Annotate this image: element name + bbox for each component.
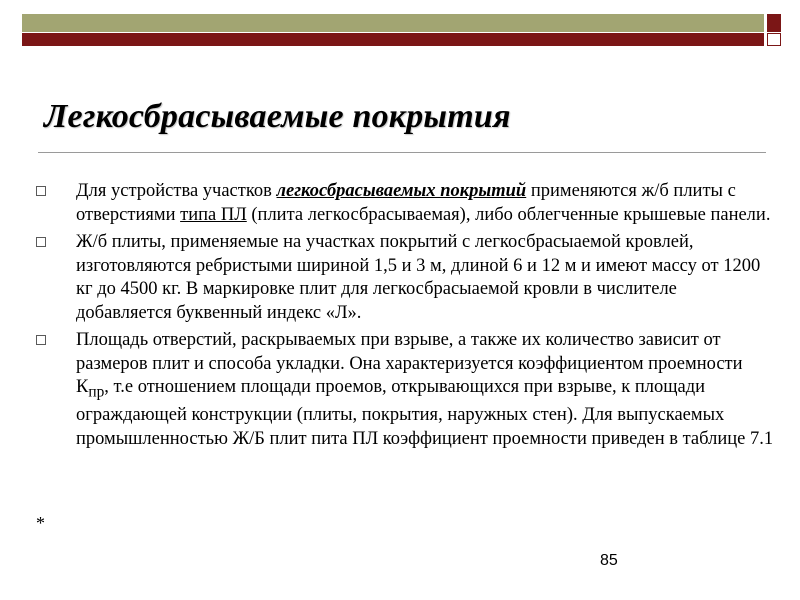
item-term-underlined: типа ПЛ [180, 204, 247, 225]
list-item [36, 329, 776, 451]
item-term-emphasis: легкосбрасываемых покрытий [276, 181, 527, 201]
title-divider [38, 152, 766, 153]
corner-square-outline [767, 33, 781, 46]
page-number: 85 [600, 552, 618, 569]
bullet-list [36, 180, 776, 455]
item-text: Площадь отверстий, раскрываемых при взрыве, а также их количество зависит от размеров плит и способа укладки. Она характеризуется коэффициентом проемности К [76, 330, 743, 397]
square-bullet-icon [36, 237, 46, 247]
item-text: (плита легкосбрасываемая), либо облегченные крышевые панели. [246, 204, 771, 225]
header-band-red [22, 33, 764, 46]
list-item [36, 231, 776, 325]
list-item [36, 180, 776, 227]
corner-square-filled [767, 14, 781, 32]
square-bullet-icon [36, 186, 46, 196]
item-text: Ж/б плиты, применяемые на участках покрытий с легкосбрасыаемой кровлей, изготовляются ребристыми шириной 1,5 и 3 м, длиной 6 и 12 м и имеют массу от 1200 кг до 4500 кг. В маркировке плит для легкосбрасыаемой кровли в числителе добавляется буквенный индекс «Л». [76, 232, 761, 323]
square-bullet-icon [36, 335, 46, 345]
slide-title: Легкосбрасываемые покрытия [44, 98, 511, 135]
subscript: пр [88, 383, 105, 401]
item-text: , т.е отношением площади проемов, открывающихся при взрыве, к площади ограждающей конструкции (плиты, покрытия, наружных стен). Для выпускаемых промышленностью Ж/Б плит пита ПЛ коэффициент проемности приведен в таблице 7.1 [76, 377, 774, 449]
item-text: применяются ж/б плиты с отверстиями [76, 181, 736, 225]
footer-mark: * [36, 513, 45, 533]
item-text: Для устройства участков [76, 181, 277, 201]
header-band-olive [22, 14, 764, 32]
